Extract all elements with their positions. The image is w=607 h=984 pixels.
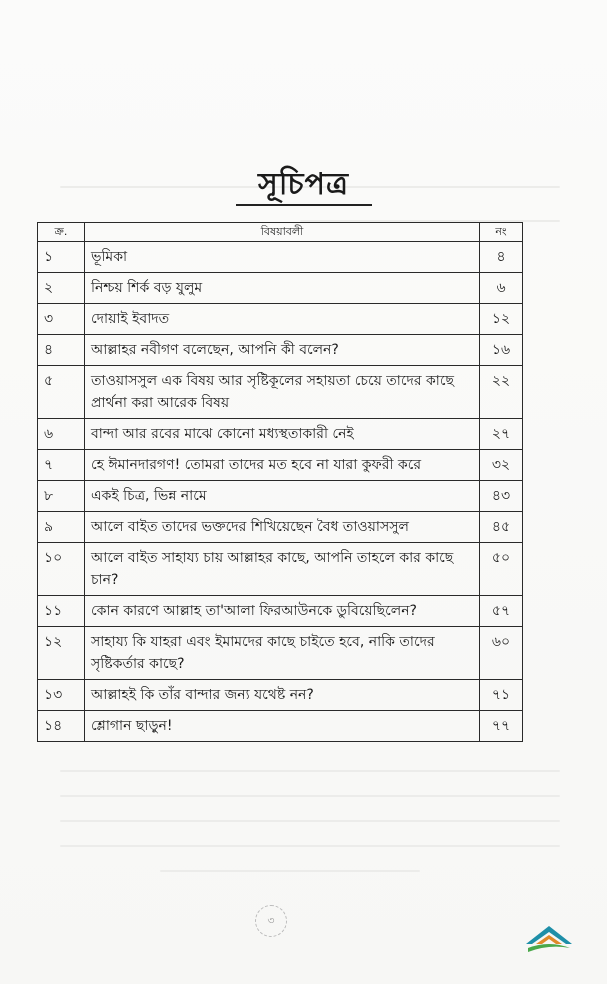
row-serial: ১৪ (38, 711, 85, 742)
column-header-serial: ক্র. (38, 223, 85, 242)
row-page: ২২ (480, 366, 523, 419)
row-page: ৬ (480, 273, 523, 304)
row-page: ১৬ (480, 335, 523, 366)
row-page: ৭৭ (480, 711, 523, 742)
row-serial: ৪ (38, 335, 85, 366)
bleed-through-line (60, 845, 560, 847)
table-row (38, 481, 523, 512)
table-row (38, 273, 523, 304)
table-row (38, 419, 523, 450)
row-serial: ২ (38, 273, 85, 304)
table-row (38, 304, 523, 335)
row-page: ৭১ (480, 680, 523, 711)
column-header-page: নং (480, 223, 523, 242)
row-topic: ভূমিকা (85, 242, 480, 273)
table-row (38, 335, 523, 366)
bleed-through-line (60, 770, 560, 772)
bleed-through-line (60, 820, 560, 822)
row-topic: হে ঈমানদারগণ! তোমরা তাদের মত হবে না যারা কুফরী করে (85, 450, 480, 481)
column-header-topic: বিষয়াবলী (85, 223, 480, 242)
row-serial: ১১ (38, 596, 85, 627)
table-row (38, 366, 523, 419)
table-row (38, 512, 523, 543)
row-serial: ৯ (38, 512, 85, 543)
bleed-through-line (160, 870, 420, 872)
row-page: ৪ (480, 242, 523, 273)
row-topic: আলে বাইত সাহায্য চায় আল্লাহর কাছে, আপনি তাহলে কার কাছে চান? (85, 543, 480, 596)
row-topic: একই চিত্র, ভিন্ন নামে (85, 481, 480, 512)
row-topic: আল্লাহই কি তাঁর বান্দার জন্য যথেষ্ট নন? (85, 680, 480, 711)
table-row (38, 242, 523, 273)
title-underline (236, 204, 372, 206)
row-topic: আলে বাইত তাদের ভক্তদের শিখিয়েছেন বৈধ তাওয়াসসুল (85, 512, 480, 543)
table-row (38, 450, 523, 481)
page-number: ৩ (255, 905, 287, 937)
page-title: সূচিপত্র (258, 167, 349, 202)
row-topic: আল্লাহর নবীগণ বলেছেন, আপনি কী বলেন? (85, 335, 480, 366)
row-serial: ৬ (38, 419, 85, 450)
row-topic: শ্লোগান ছাড়ুন! (85, 711, 480, 742)
table-row (38, 543, 523, 596)
row-page: ৩২ (480, 450, 523, 481)
row-serial: ৩ (38, 304, 85, 335)
row-page: ৫৭ (480, 596, 523, 627)
table-row (38, 680, 523, 711)
row-page: ৪৩ (480, 481, 523, 512)
table-row (38, 596, 523, 627)
row-serial: ১ (38, 242, 85, 273)
row-topic: দোয়াই ইবাদত (85, 304, 480, 335)
row-page: ৫০ (480, 543, 523, 596)
contents-table (37, 222, 523, 742)
publisher-logo-icon (522, 920, 576, 956)
row-topic: কোন কারণে আল্লাহ তা'আলা ফিরআউনকে ডুবিয়েছিলেন? (85, 596, 480, 627)
row-serial: ১৩ (38, 680, 85, 711)
row-page: ২৭ (480, 419, 523, 450)
row-topic: সাহায্য কি যাহরা এবং ইমামদের কাছে চাইতে হবে, নাকি তাদের সৃষ্টিকর্তার কাছে? (85, 627, 480, 680)
bleed-through-line (60, 795, 560, 797)
row-topic: বান্দা আর রবের মাঝে কোনো মধ্যস্থতাকারী নেই (85, 419, 480, 450)
row-serial: ৭ (38, 450, 85, 481)
row-topic: তাওয়াসসুল এক বিষয় আর সৃষ্টিকূলের সহায়তা চেয়ে তাদের কাছে প্রার্থনা করা আরেক বিষয় (85, 366, 480, 419)
table-row (38, 627, 523, 680)
row-serial: ৮ (38, 481, 85, 512)
table-header-row (38, 223, 523, 242)
row-page: ৬০ (480, 627, 523, 680)
row-page: ১২ (480, 304, 523, 335)
row-topic: নিশ্চয় শির্ক বড় যুলুম (85, 273, 480, 304)
row-serial: ১২ (38, 627, 85, 680)
row-page: ৪৫ (480, 512, 523, 543)
table-row (38, 711, 523, 742)
row-serial: ৫ (38, 366, 85, 419)
row-serial: ১০ (38, 543, 85, 596)
